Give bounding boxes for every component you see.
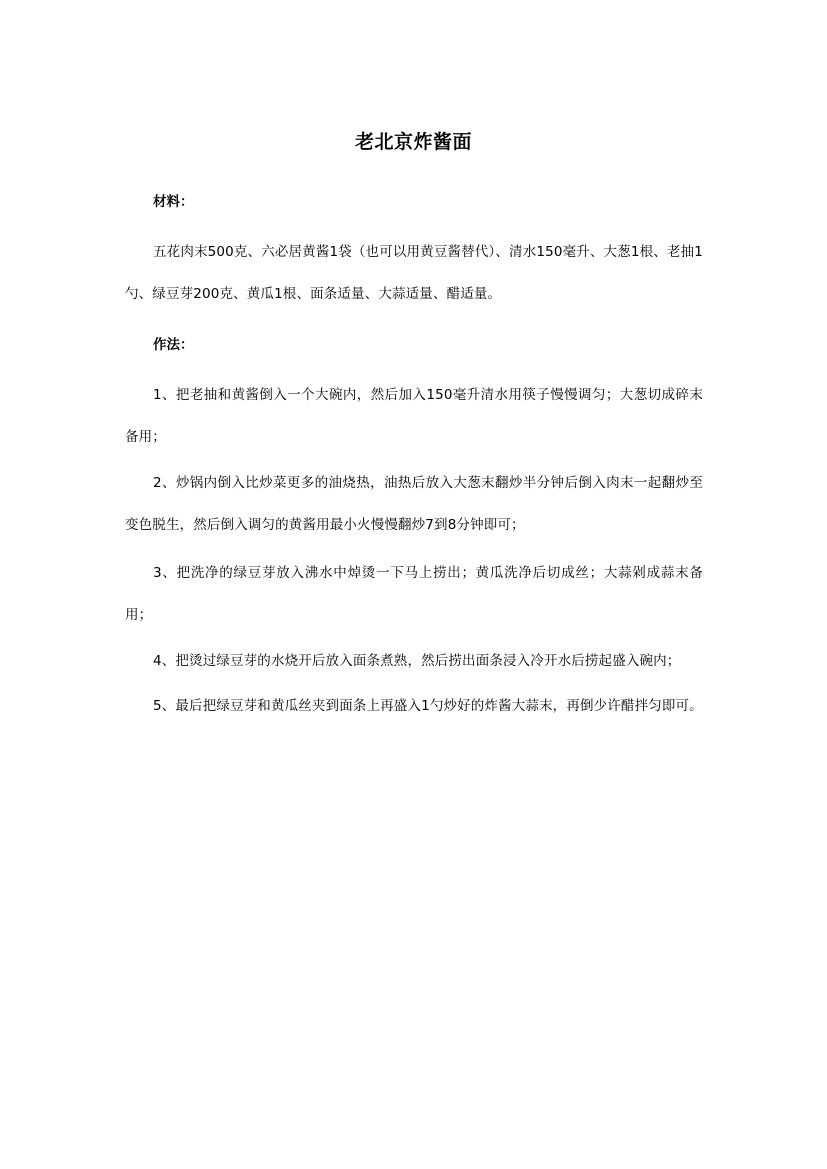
document-title: 老北京炸酱面 — [354, 131, 472, 153]
step-1: 1、把老抽和黄酱倒入一个大碗内，然后加入150毫升清水用筷子慢慢调匀；大葱切成碎末备用； — [125, 387, 703, 445]
materials-paragraph: 五花肉末500克、六必居黄酱1袋（也可以用黄豆酱替代）、清水150毫升、大葱1根、老抽1勺、绿豆芽200克、黄瓜1根、面条适量、大蒜适量、醋适量。 — [125, 244, 703, 302]
step-2: 2、炒锅内倒入比炒菜更多的油烧热，油热后放入大葱末翻炒半分钟后倒入肉末一起翻炒至变色脱生，然后倒入调匀的黄酱用最小火慢慢翻炒7到8分钟即可； — [125, 475, 703, 533]
step-4: 4、把烫过绿豆芽的水烧开后放入面条煮熟，然后捞出面条浸入冷开水后捞起盛入碗内； — [153, 653, 681, 669]
materials-heading: 材料： — [153, 194, 194, 210]
step-5: 5、最后把绿豆芽和黄瓜丝夹到面条上再盛入1勺炒好的炸酱大蒜末，再倒少许醋拌匀即可。 — [153, 698, 703, 714]
step-3: 3、把洗净的绿豆芽放入沸水中焯烫一下马上捞出；黄瓜洗净后切成丝；大蒜剁成蒜末备用； — [125, 565, 703, 623]
method-heading: 作法： — [153, 337, 194, 353]
